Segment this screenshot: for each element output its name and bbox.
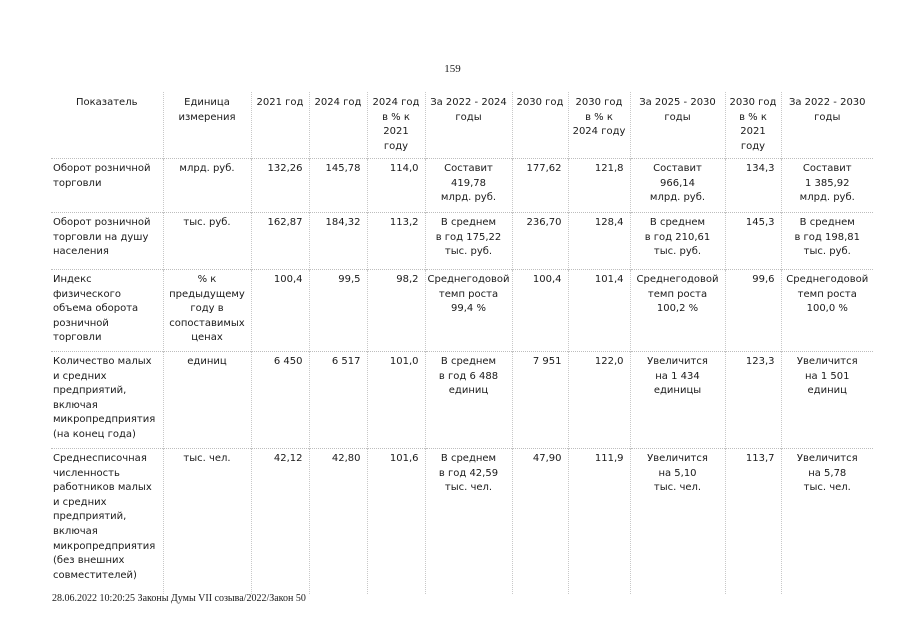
cell-value: 113,2 [367, 213, 425, 270]
cell-value: 236,70 [512, 213, 568, 270]
cell-summary: Составит 1 385,92 млрд. руб. [781, 159, 873, 213]
cell-indicator: Оборот розничной торговли [51, 159, 163, 213]
table-row [51, 352, 873, 449]
header-cell-2022-2030: За 2022 - 2030 годы [781, 92, 873, 159]
cell-value: 42,80 [309, 449, 367, 595]
cell-value: 101,6 [367, 449, 425, 595]
cell-value: 42,12 [251, 449, 309, 595]
header-cell-2022-2024: За 2022 - 2024 годы [425, 92, 512, 159]
cell-summary: Среднегодовой темп роста 99,4 % [425, 270, 512, 352]
cell-value: 99,5 [309, 270, 367, 352]
cell-value: 128,4 [568, 213, 630, 270]
cell-value: 134,3 [725, 159, 781, 213]
page-number: 159 [444, 63, 461, 75]
cell-indicator: Оборот розничной торговли на душу населения [51, 213, 163, 270]
header-cell-2021: 2021 год [251, 92, 309, 159]
cell-value: 6 517 [309, 352, 367, 449]
header-cell-2030-vs-2024: 2030 год в % к 2024 году [568, 92, 630, 159]
cell-value: 98,2 [367, 270, 425, 352]
header-cell-indicator: Показатель [75, 97, 138, 108]
cell-value: 132,26 [251, 159, 309, 213]
cell-value: 145,78 [309, 159, 367, 213]
cell-value: 114,0 [367, 159, 425, 213]
cell-value: 122,0 [568, 352, 630, 449]
header-cell-unit: Единица измерения [163, 92, 251, 159]
header-cell-2030-vs-2021: 2030 год в % к 2021 году [725, 92, 781, 159]
cell-value: 47,90 [512, 449, 568, 595]
cell-value: 6 450 [251, 352, 309, 449]
cell-summary: Составит 966,14 млрд. руб. [630, 159, 725, 213]
cell-summary: В среднем в год 6 488 единиц [425, 352, 512, 449]
cell-summary: В среднем в год 42,59 тыс. чел. [425, 449, 512, 595]
cell-value: 184,32 [309, 213, 367, 270]
cell-value: 177,62 [512, 159, 568, 213]
cell-summary: Увеличится на 1 434 единицы [630, 352, 725, 449]
header-cell-2024-vs-2021: 2024 год в % к 2021 году [367, 92, 425, 159]
cell-value: 162,87 [251, 213, 309, 270]
cell-summary: Увеличится на 5,10 тыс. чел. [630, 449, 725, 595]
cell-unit: тыс. руб. [163, 213, 251, 270]
table-row [51, 270, 873, 352]
cell-value: 99,6 [725, 270, 781, 352]
cell-value: 121,8 [568, 159, 630, 213]
cell-value: 100,4 [512, 270, 568, 352]
table-header-row [51, 92, 873, 159]
cell-summary: В среднем в год 198,81 тыс. руб. [781, 213, 873, 270]
table-row [51, 213, 873, 270]
cell-unit: млрд. руб. [163, 159, 251, 213]
cell-summary: Увеличится на 1 501 единиц [781, 352, 873, 449]
cell-indicator: Количество малых и средних предприятий, включая микропредприятия (на конец года) [51, 352, 163, 449]
document-footer: 28.06.2022 10:20:25 Законы Думы VII созыва/2022/Закон 50 [52, 593, 306, 604]
cell-value: 113,7 [725, 449, 781, 595]
table-row [51, 449, 873, 595]
cell-unit: тыс. чел. [163, 449, 251, 595]
cell-summary: Среднегодовой темп роста 100,0 % [781, 270, 873, 352]
cell-value: 7 951 [512, 352, 568, 449]
cell-summary: Составит 419,78 млрд. руб. [425, 159, 512, 213]
cell-value: 101,0 [367, 352, 425, 449]
cell-indicator: Индекс физического объема оборота розничной торговли [51, 270, 163, 352]
header-cell-2024: 2024 год [309, 92, 367, 159]
cell-summary: Среднегодовой темп роста 100,2 % [630, 270, 725, 352]
cell-value: 111,9 [568, 449, 630, 595]
header-cell-2030: 2030 год [512, 92, 568, 159]
cell-summary: В среднем в год 210,61 тыс. руб. [630, 213, 725, 270]
cell-value: 123,3 [725, 352, 781, 449]
cell-value: 101,4 [568, 270, 630, 352]
cell-summary: Увеличится на 5,78 тыс. чел. [781, 449, 873, 595]
cell-value: 145,3 [725, 213, 781, 270]
table-row [51, 159, 873, 213]
cell-unit: % к предыдущему году в сопоставимых ценах [163, 270, 251, 352]
header-cell-2025-2030: За 2025 - 2030 годы [630, 92, 725, 159]
cell-value: 100,4 [251, 270, 309, 352]
cell-summary: В среднем в год 175,22 тыс. руб. [425, 213, 512, 270]
cell-unit: единиц [163, 352, 251, 449]
cell-indicator: Среднесписочная численность работников малых и средних предприятий, включая микропредприятия (без внешних совместителей) [51, 449, 163, 595]
indicators-table [51, 92, 873, 594]
